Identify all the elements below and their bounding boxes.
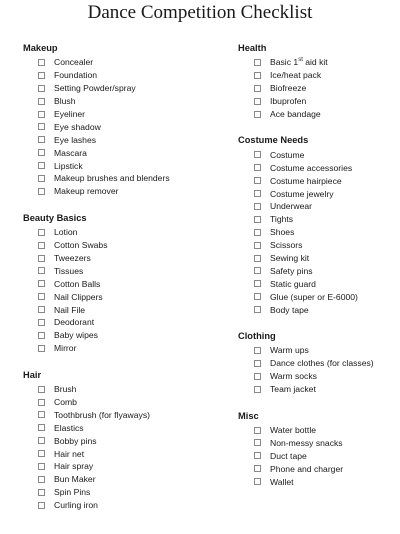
checkbox-icon[interactable]: [254, 293, 261, 300]
checklist-item: [23, 408, 170, 421]
checklist-item: [238, 226, 374, 239]
item-label: Makeup remover: [54, 186, 119, 197]
item-label: Dance clothes (for classes): [270, 358, 374, 369]
checkbox-icon[interactable]: [254, 255, 261, 262]
checkbox-icon[interactable]: [254, 151, 261, 158]
section-costume-needs: [238, 134, 374, 316]
checkbox-icon[interactable]: [254, 306, 261, 313]
checkbox-icon[interactable]: [254, 347, 261, 354]
checkbox-icon[interactable]: [254, 280, 261, 287]
checklist-item: [238, 475, 374, 488]
item-label: Underwear: [270, 201, 313, 212]
item-label: Foundation: [54, 70, 98, 81]
checkbox-icon[interactable]: [38, 306, 45, 313]
item-label: Brush: [54, 384, 77, 395]
checkbox-icon[interactable]: [254, 111, 261, 118]
item-label: Baby wipes: [54, 330, 98, 341]
item-label: Comb: [54, 397, 77, 408]
checklist-item: [23, 316, 170, 329]
checklist-item: [238, 56, 374, 69]
checklist-item: [23, 252, 170, 265]
checkbox-icon[interactable]: [38, 476, 45, 483]
item-label: Costume: [270, 149, 305, 160]
checkbox-icon[interactable]: [38, 345, 45, 352]
checkbox-icon[interactable]: [38, 489, 45, 496]
checklist-item: [238, 213, 374, 226]
checkbox-icon[interactable]: [38, 267, 45, 274]
checklist-item: [23, 383, 170, 396]
checklist-item: [23, 342, 170, 355]
checklist: [238, 148, 374, 316]
item-label: Blush: [54, 96, 76, 107]
checklist-item: [238, 174, 374, 187]
checkbox-icon[interactable]: [254, 386, 261, 393]
checklist: [238, 344, 374, 396]
checklist-item: [23, 264, 170, 277]
checkbox-icon[interactable]: [254, 478, 261, 485]
checklist-item: [238, 462, 374, 475]
checklist-item: [238, 252, 374, 265]
checklist-item: [23, 95, 170, 108]
item-label: Costume accessories: [270, 162, 353, 173]
checkbox-icon[interactable]: [254, 72, 261, 79]
item-label: Makeup brushes and blenders: [54, 173, 170, 184]
checklist-item: [23, 421, 170, 434]
checkbox-icon[interactable]: [38, 136, 45, 143]
checkbox-icon[interactable]: [38, 149, 45, 156]
section-heading: Beauty Basics: [23, 212, 87, 223]
checkbox-icon[interactable]: [38, 72, 45, 79]
checklist-item: [238, 200, 374, 213]
page-title: Dance Competition Checklist: [87, 2, 313, 23]
section-heading: Misc: [238, 410, 259, 421]
checkbox-icon[interactable]: [38, 175, 45, 182]
item-label: Toothbrush (for flyaways): [54, 409, 150, 420]
checklist-item: [238, 344, 374, 357]
item-label: Scissors: [270, 240, 303, 251]
item-label: Water bottle: [270, 425, 317, 436]
item-label: Elastics: [54, 422, 84, 433]
checklist-item: [238, 383, 374, 396]
checkbox-icon[interactable]: [38, 229, 45, 236]
right-column: [238, 42, 374, 488]
section-heading: Costume Needs: [238, 135, 309, 146]
checklist: [23, 383, 170, 512]
checkbox-icon[interactable]: [254, 373, 261, 380]
checklist-item: [23, 447, 170, 460]
checklist-item: [238, 436, 374, 449]
checklist-item: [23, 460, 170, 473]
checkbox-icon[interactable]: [38, 280, 45, 287]
checkbox-icon[interactable]: [38, 437, 45, 444]
item-label: Body tape: [270, 304, 309, 315]
checklist: [238, 56, 374, 120]
item-label: Wallet: [270, 476, 294, 487]
item-label: Nail Clippers: [54, 291, 103, 302]
checkbox-icon[interactable]: [254, 164, 261, 171]
checklist-item: [23, 303, 170, 316]
item-label: Concealer: [54, 57, 94, 68]
checkbox-icon[interactable]: [38, 424, 45, 431]
checklist-item: [238, 108, 374, 121]
checklist-item: [238, 277, 374, 290]
checklist-item: [238, 424, 374, 437]
item-label: Warm ups: [270, 345, 309, 356]
item-label: Lipstick: [54, 160, 83, 171]
checkbox-icon[interactable]: [38, 162, 45, 169]
item-label: Hair net: [54, 448, 85, 459]
checklist-item: [23, 82, 170, 95]
item-label: Eye lashes: [54, 134, 97, 145]
item-label: Nail File: [54, 304, 86, 315]
section-makeup: [23, 42, 170, 198]
item-label: Non-messy snacks: [270, 437, 343, 448]
item-label: Eye shadow: [54, 121, 101, 132]
checklist-item: [23, 185, 170, 198]
checkbox-icon[interactable]: [38, 85, 45, 92]
checkbox-icon[interactable]: [254, 216, 261, 223]
left-column: [23, 42, 170, 512]
checkbox-icon[interactable]: [38, 188, 45, 195]
item-label: Costume hairpiece: [270, 175, 342, 186]
checklist-item: [238, 370, 374, 383]
checklist-item: [238, 449, 374, 462]
item-label: Spin Pins: [54, 487, 91, 498]
checklist-item: [23, 159, 170, 172]
checklist: [23, 226, 170, 355]
checklist-item: [238, 303, 374, 316]
item-label: Deodorant: [54, 317, 95, 328]
item-label: Duct tape: [270, 450, 307, 461]
section-gap: [23, 355, 170, 369]
checkbox-icon[interactable]: [38, 111, 45, 118]
checklist-item: [23, 226, 170, 239]
checkbox-icon[interactable]: [38, 332, 45, 339]
checkbox-icon[interactable]: [254, 439, 261, 446]
item-label: Curling iron: [54, 500, 98, 511]
section-heading: Clothing: [238, 331, 276, 342]
item-label: Shoes: [270, 227, 295, 238]
checklist-item: [23, 473, 170, 486]
item-label: Ice/heat pack: [270, 70, 322, 81]
checklist-item: [23, 172, 170, 185]
checkbox-icon[interactable]: [38, 399, 45, 406]
section-heading: Makeup: [23, 43, 58, 53]
section-health: [238, 42, 374, 120]
checkbox-icon[interactable]: [254, 190, 261, 197]
item-label: Tights: [270, 214, 294, 225]
section-gap: [23, 198, 170, 212]
item-label: Basic 1st aid kit: [270, 57, 328, 68]
item-label: Ace bandage: [270, 109, 321, 119]
checklist: [23, 56, 170, 198]
checklist-item: [23, 290, 170, 303]
item-label: Bun Maker: [54, 474, 96, 485]
item-label: Sewing kit: [270, 253, 310, 264]
checklist-item: [23, 434, 170, 447]
section-gap: [238, 316, 374, 330]
checkbox-icon[interactable]: [38, 386, 45, 393]
item-label: Phone and charger: [270, 463, 344, 474]
item-label: Bobby pins: [54, 435, 97, 446]
checkbox-icon[interactable]: [38, 411, 45, 418]
section-gap: [238, 396, 374, 410]
checkbox-icon[interactable]: [38, 242, 45, 249]
checklist-item: [23, 396, 170, 409]
checklist-item: [23, 146, 170, 159]
checkbox-icon[interactable]: [254, 203, 261, 210]
checkbox-icon[interactable]: [38, 319, 45, 326]
checklist-item: [23, 329, 170, 342]
checkbox-icon[interactable]: [38, 255, 45, 262]
item-label: Cotton Swabs: [54, 240, 108, 251]
checklist-item: [23, 120, 170, 133]
checklist-item: [23, 108, 170, 121]
section-misc: [238, 410, 374, 488]
checkbox-icon[interactable]: [254, 177, 261, 184]
item-label: Lotion: [54, 227, 78, 238]
item-label: Eyeliner: [54, 109, 86, 119]
item-label: Biofreeze: [270, 83, 307, 94]
checkbox-icon[interactable]: [254, 242, 261, 249]
checklist-item: [238, 290, 374, 303]
item-label: Hair spray: [54, 461, 94, 472]
item-label: Tweezers: [54, 253, 91, 264]
section-beauty-basics: [23, 212, 170, 355]
checkbox-icon[interactable]: [38, 59, 45, 66]
checkbox-icon[interactable]: [38, 502, 45, 509]
checkbox-icon[interactable]: [254, 452, 261, 459]
checklist-item: [23, 499, 170, 512]
checklist-item: [23, 133, 170, 146]
checkbox-icon[interactable]: [38, 293, 45, 300]
checkbox-icon[interactable]: [254, 427, 261, 434]
checkbox-icon[interactable]: [38, 98, 45, 105]
checklist-item: [23, 56, 170, 69]
item-label: Mascara: [54, 147, 87, 158]
checklist-item: [238, 148, 374, 161]
checklist-item: [23, 486, 170, 499]
checkbox-icon[interactable]: [254, 360, 261, 367]
checklist-item: [238, 357, 374, 370]
checkbox-icon[interactable]: [254, 98, 261, 105]
item-label: Cotton Balls: [54, 278, 101, 289]
item-label: Glue (super or E-6000): [270, 291, 358, 302]
checklist-item: [238, 187, 374, 200]
checklist-item: [238, 82, 374, 95]
checklist-item: [238, 69, 374, 82]
item-label: Mirror: [54, 343, 77, 354]
checklist-item: [238, 239, 374, 252]
checkbox-icon[interactable]: [38, 463, 45, 470]
checklist-item: [238, 161, 374, 174]
checklist-item: [23, 277, 170, 290]
checkbox-icon[interactable]: [38, 450, 45, 457]
section-hair: [23, 369, 170, 512]
item-label: Setting Powder/spray: [54, 83, 136, 94]
section-clothing: [238, 330, 374, 396]
item-label: Tissues: [54, 265, 84, 276]
section-heading: Hair: [23, 369, 42, 380]
checklist-item: [238, 264, 374, 277]
checkbox-icon[interactable]: [254, 229, 261, 236]
section-heading: Health: [238, 43, 267, 53]
checklist-item: [23, 239, 170, 252]
checkbox-icon[interactable]: [254, 85, 261, 92]
item-label: Safety pins: [270, 265, 313, 276]
checkbox-icon[interactable]: [254, 59, 261, 66]
checkbox-icon[interactable]: [254, 267, 261, 274]
item-label: Costume jewelry: [270, 188, 334, 199]
item-label: Warm socks: [270, 371, 317, 382]
checkbox-icon[interactable]: [38, 123, 45, 130]
item-label: Static guard: [270, 278, 316, 289]
ordinal-suffix: st: [298, 57, 303, 64]
item-label: Ibuprofen: [270, 96, 307, 107]
checklist: [238, 424, 374, 488]
item-label: Team jacket: [270, 384, 316, 395]
checkbox-icon[interactable]: [254, 465, 261, 472]
section-gap: [238, 120, 374, 134]
checklist-item: [23, 69, 170, 82]
checklist-item: [238, 95, 374, 108]
